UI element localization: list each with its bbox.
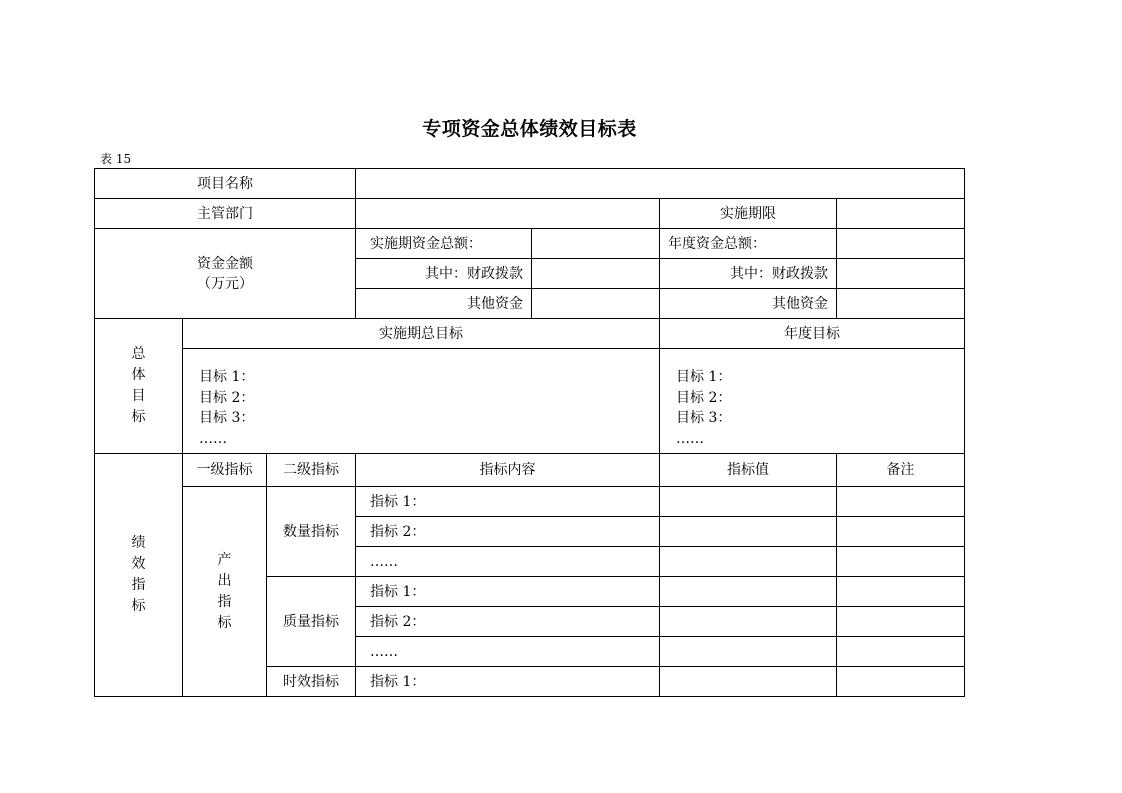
quality-indicator-label: 质量指标 [267,577,356,667]
row-department [95,199,965,229]
period-goal-more: …… [199,430,227,447]
quality-item-1[interactable]: 指标 1： [356,577,660,607]
fund-amount-label-line1: 资金金额 [197,255,253,272]
period-goal-header: 实施期总目标 [183,319,660,349]
page-title: 专项资金总体绩效目标表 [422,118,637,140]
table-number: 表 15 [100,152,132,166]
fiscal-label-period: 其中：财政拨款 [356,259,532,289]
department-label: 主管部门 [95,199,356,229]
total-fund-value[interactable] [532,229,660,259]
overall-goal-side-label: 总 体 目 标 [95,319,183,454]
period-goal-2: 目标 2： [199,389,255,406]
row-fund-total [95,229,965,259]
quality-item-2-value[interactable] [660,607,837,637]
quantity-item-1[interactable]: 指标 1： [356,487,660,517]
other-fund-label-annual: 其他资金 [660,289,837,319]
timeliness-item-1[interactable]: 指标 1： [356,667,660,697]
row-project-name [95,169,965,199]
row-indicator-header [95,454,965,487]
period-goals-list[interactable] [183,349,660,454]
fund-amount-label-line2: （万元） [197,275,253,292]
quality-item-1-value[interactable] [660,577,837,607]
total-fund-label: 实施期资金总额： [356,229,532,259]
annual-goal-3: 目标 3： [676,410,732,426]
row-overall-goal-header [95,319,965,349]
annual-goal-more: …… [676,430,704,447]
quantity-indicator-label: 数量指标 [267,487,356,577]
quantity-item-2-value[interactable] [660,517,837,547]
timeliness-item-1-value[interactable] [660,667,837,697]
annual-goal-2: 目标 2： [676,389,732,406]
quantity-item-2[interactable]: 指标 2： [356,517,660,547]
period-value[interactable] [837,199,965,229]
quantity-item-1-remark[interactable] [837,487,965,517]
quality-item-more-remark[interactable] [837,637,965,667]
table-row [95,487,965,517]
quantity-item-more-value[interactable] [660,547,837,577]
project-name-label: 项目名称 [95,169,356,199]
project-name-value[interactable] [356,169,965,199]
fiscal-label-annual: 其中：财政拨款 [660,259,837,289]
period-goal-3: 目标 3： [199,410,255,426]
timeliness-indicator-label: 时效指标 [267,667,356,697]
quality-item-1-remark[interactable] [837,577,965,607]
annual-fund-value[interactable] [837,229,965,259]
quality-item-more[interactable]: …… [356,637,660,667]
annual-goal-1: 目标 1： [676,369,732,385]
fiscal-value-period[interactable] [532,259,660,289]
quantity-item-2-remark[interactable] [837,517,965,547]
other-fund-value-period[interactable] [532,289,660,319]
other-fund-label-period: 其他资金 [356,289,532,319]
header-level2-indicator: 二级指标 [267,454,356,487]
quality-item-2[interactable]: 指标 2： [356,607,660,637]
row-overall-goals [95,349,965,454]
fiscal-value-annual[interactable] [837,259,965,289]
quality-item-2-remark[interactable] [837,607,965,637]
annual-goal-header: 年度目标 [660,319,965,349]
header-indicator-value: 指标值 [660,454,837,487]
fund-amount-label [95,229,356,319]
header-level1-indicator: 一级指标 [183,454,267,487]
timeliness-item-1-remark[interactable] [837,667,965,697]
other-fund-value-annual[interactable] [837,289,965,319]
department-value[interactable] [356,199,660,229]
quantity-item-1-value[interactable] [660,487,837,517]
annual-goals-list[interactable] [660,349,965,454]
quantity-item-more-remark[interactable] [837,547,965,577]
quantity-item-more[interactable]: …… [356,547,660,577]
header-indicator-content: 指标内容 [356,454,660,487]
annual-fund-label: 年度资金总额： [660,229,837,259]
period-goal-1: 目标 1： [199,369,255,385]
performance-goal-table [94,168,965,697]
header-remark: 备注 [837,454,965,487]
quality-item-more-value[interactable] [660,637,837,667]
output-indicator-label: 产 出 指 标 [183,487,267,697]
performance-indicator-side-label: 绩 效 指 标 [95,454,183,697]
period-label: 实施期限 [660,199,837,229]
